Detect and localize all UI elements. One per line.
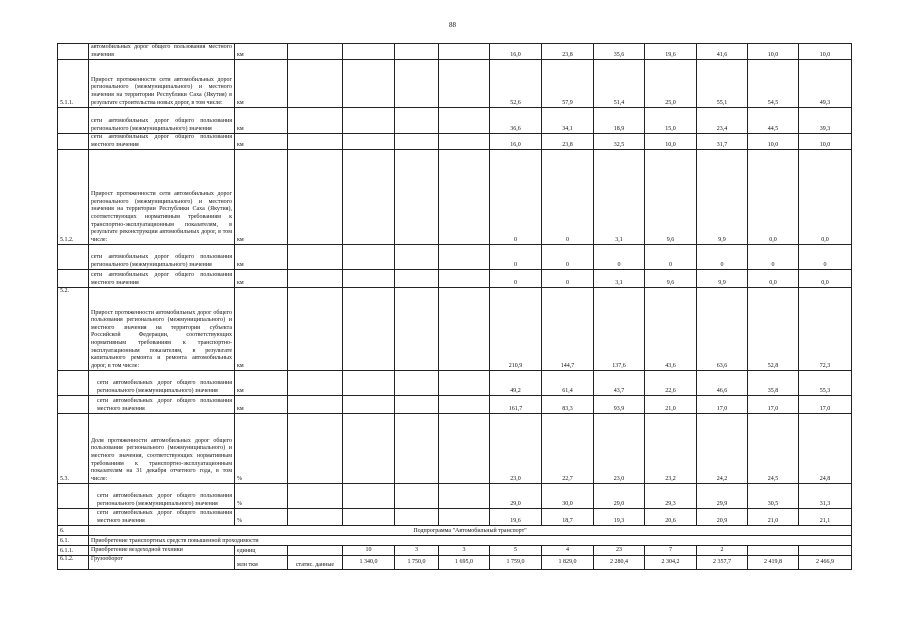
value-cell: 2 357,7 bbox=[697, 556, 748, 570]
value-cell: 9,9 bbox=[697, 150, 748, 245]
value-cell: 23,2 bbox=[645, 414, 697, 484]
row-unit: % bbox=[235, 484, 288, 509]
value-cell: 9,6 bbox=[645, 270, 697, 288]
table-row bbox=[58, 509, 852, 526]
value-cell bbox=[439, 396, 490, 414]
row-index bbox=[58, 134, 89, 150]
value-cell: 9,9 bbox=[697, 270, 748, 288]
value-cell: 0 bbox=[594, 245, 645, 270]
value-cell bbox=[343, 509, 395, 526]
value-cell bbox=[395, 134, 439, 150]
value-cell: 0 bbox=[799, 245, 852, 270]
value-cell: 144,7 bbox=[542, 288, 594, 371]
value-cell bbox=[288, 150, 343, 245]
row-description: сети автомобильных дорог общего пользования местного значения bbox=[89, 134, 235, 150]
row-index: 5.3. bbox=[58, 414, 89, 484]
value-cell bbox=[439, 150, 490, 245]
value-cell bbox=[395, 245, 439, 270]
value-cell: 0,0 bbox=[748, 270, 799, 288]
value-cell: 23,8 bbox=[542, 44, 594, 60]
value-cell: 55,3 bbox=[799, 371, 852, 396]
value-cell: 93,9 bbox=[594, 396, 645, 414]
value-cell: 210,9 bbox=[490, 288, 542, 371]
row-unit: % bbox=[235, 414, 288, 484]
value-cell: 2 280,4 bbox=[594, 556, 645, 570]
value-cell: 31,7 bbox=[697, 134, 748, 150]
value-cell: 0 bbox=[748, 245, 799, 270]
row-index: 5.1.2. bbox=[58, 150, 89, 245]
table-row bbox=[58, 556, 852, 570]
value-cell: 23,0 bbox=[594, 414, 645, 484]
row-index bbox=[58, 245, 89, 270]
value-cell: 24,8 bbox=[799, 414, 852, 484]
value-cell bbox=[343, 245, 395, 270]
row-unit: единиц bbox=[235, 546, 288, 556]
table-row bbox=[58, 44, 852, 60]
value-cell bbox=[343, 371, 395, 396]
value-cell: 16,0 bbox=[490, 134, 542, 150]
value-cell bbox=[288, 484, 343, 509]
row-description: сети автомобильных дорог общего пользования местного значения bbox=[89, 270, 235, 288]
value-cell: 21,0 bbox=[645, 396, 697, 414]
value-cell: 3 bbox=[439, 546, 490, 556]
value-cell: 72,3 bbox=[799, 288, 852, 371]
table-row bbox=[58, 150, 852, 245]
table-row bbox=[58, 270, 852, 288]
row-description: Прирост протяженности сети автомобильных дорог регионального (межмуниципального) и местного значения на территории Республики Саха (Якутия), соответствующих нормативным требованиям к транспортно-эксплуатационным показателям, в результате реконструкции автомобильных дорог, в том числе: bbox=[89, 150, 235, 245]
value-cell: 0 bbox=[490, 270, 542, 288]
value-cell: 10,0 bbox=[799, 44, 852, 60]
value-cell: 83,3 bbox=[542, 396, 594, 414]
value-cell bbox=[439, 108, 490, 134]
value-cell: 3 bbox=[395, 546, 439, 556]
value-cell: 29,9 bbox=[697, 484, 748, 509]
value-cell: 1 340,0 bbox=[343, 556, 395, 570]
row-description: сети автомобильных дорог общего пользования местного значения bbox=[89, 509, 235, 526]
section-row bbox=[58, 536, 852, 546]
row-description: сети автомобильных дорог общего пользования регионального (межмуниципального) значения bbox=[89, 484, 235, 509]
value-cell: 0 bbox=[542, 245, 594, 270]
value-cell: 21,0 bbox=[748, 509, 799, 526]
value-cell bbox=[288, 509, 343, 526]
value-cell bbox=[439, 484, 490, 509]
value-cell: 34,1 bbox=[542, 108, 594, 134]
value-cell bbox=[288, 108, 343, 134]
row-unit: км bbox=[235, 371, 288, 396]
value-cell bbox=[395, 288, 439, 371]
value-cell: 19,3 bbox=[594, 509, 645, 526]
value-cell bbox=[343, 270, 395, 288]
value-cell bbox=[288, 546, 343, 556]
value-cell bbox=[439, 509, 490, 526]
value-cell bbox=[395, 509, 439, 526]
value-cell: 36,6 bbox=[490, 108, 542, 134]
value-cell: 24,2 bbox=[697, 414, 748, 484]
row-unit: км bbox=[235, 288, 288, 371]
row-description: Прирост протяженности автомобильных дорог общего пользования регионального (межмуниципального) и местного значения на территории субъекта Российской Федерации, соответствующих нормативным требованиям к транспортно-эксплуатационным показателям, в результате капитального ремонта и ремонта автомобильных дорог, в том числе: bbox=[89, 288, 235, 371]
value-cell bbox=[439, 44, 490, 60]
table-row bbox=[58, 396, 852, 414]
value-cell: 10,0 bbox=[748, 134, 799, 150]
value-cell: 24,5 bbox=[748, 414, 799, 484]
value-cell bbox=[343, 396, 395, 414]
value-cell bbox=[343, 150, 395, 245]
row-unit: км bbox=[235, 60, 288, 108]
value-cell bbox=[799, 546, 852, 556]
value-cell: 161,7 bbox=[490, 396, 542, 414]
value-cell: 0 bbox=[490, 150, 542, 245]
row-description: сети автомобильных дорог общего пользования местного значения bbox=[89, 396, 235, 414]
value-cell: 52,6 bbox=[490, 60, 542, 108]
row-index bbox=[58, 44, 89, 60]
value-cell: 0,0 bbox=[748, 150, 799, 245]
value-cell bbox=[288, 44, 343, 60]
row-unit: км bbox=[235, 44, 288, 60]
value-cell bbox=[343, 44, 395, 60]
value-cell: 1 750,0 bbox=[395, 556, 439, 570]
value-cell: 2 304,2 bbox=[645, 556, 697, 570]
value-cell: 31,3 bbox=[799, 484, 852, 509]
value-cell: 49,2 bbox=[490, 371, 542, 396]
value-cell: 20,9 bbox=[697, 509, 748, 526]
value-cell: 17,0 bbox=[697, 396, 748, 414]
value-cell: 61,4 bbox=[542, 371, 594, 396]
value-cell bbox=[439, 270, 490, 288]
value-cell: 10,0 bbox=[799, 134, 852, 150]
value-cell bbox=[748, 546, 799, 556]
value-cell: 0 bbox=[490, 245, 542, 270]
value-cell: 39,3 bbox=[799, 108, 852, 134]
row-index bbox=[58, 108, 89, 134]
row-description: Грузооборот bbox=[89, 556, 235, 570]
value-cell: 30,5 bbox=[748, 484, 799, 509]
row-index bbox=[58, 371, 89, 396]
row-index: 5.2. bbox=[58, 288, 89, 371]
value-cell: 29,0 bbox=[594, 484, 645, 509]
value-cell bbox=[395, 270, 439, 288]
value-cell bbox=[343, 60, 395, 108]
row-index bbox=[58, 484, 89, 509]
value-cell: 22,7 bbox=[542, 414, 594, 484]
value-cell bbox=[439, 134, 490, 150]
value-cell: 32,5 bbox=[594, 134, 645, 150]
value-cell: 0,0 bbox=[799, 150, 852, 245]
table-row bbox=[58, 414, 852, 484]
value-cell: 18,7 bbox=[542, 509, 594, 526]
value-cell bbox=[343, 108, 395, 134]
value-cell: 0 bbox=[697, 245, 748, 270]
value-cell bbox=[288, 60, 343, 108]
value-cell: 17,0 bbox=[748, 396, 799, 414]
value-cell bbox=[439, 288, 490, 371]
value-cell: 29,3 bbox=[645, 484, 697, 509]
value-cell: 22,6 bbox=[645, 371, 697, 396]
value-cell: 1 695,0 bbox=[439, 556, 490, 570]
row-index: 6. bbox=[58, 526, 89, 536]
value-cell: 0,0 bbox=[799, 270, 852, 288]
value-cell: 2 419,8 bbox=[748, 556, 799, 570]
value-cell: 23,8 bbox=[542, 134, 594, 150]
row-index: 5.1.1. bbox=[58, 60, 89, 108]
section-title: Приобретение транспортных средств повышенной проходимости bbox=[89, 536, 852, 546]
row-description: автомобильных дорог общего пользования местного значения bbox=[89, 44, 235, 60]
value-cell: 19,6 bbox=[645, 44, 697, 60]
value-cell bbox=[288, 245, 343, 270]
value-cell: 30,0 bbox=[542, 484, 594, 509]
row-unit: км bbox=[235, 396, 288, 414]
value-cell bbox=[343, 134, 395, 150]
row-description: Доля протяженности автомобильных дорог общего пользования регионального (межмуниципального) и местного значения, соответствующих нормативным требованиям к транспортно-эксплуатационным показателям на 31 декабря отчетного года, в том числе: bbox=[89, 414, 235, 484]
value-cell: 57,9 bbox=[542, 60, 594, 108]
value-cell: 55,1 bbox=[697, 60, 748, 108]
value-cell: 0 bbox=[542, 270, 594, 288]
value-cell: 20,6 bbox=[645, 509, 697, 526]
value-cell: 10,0 bbox=[748, 44, 799, 60]
value-cell bbox=[288, 270, 343, 288]
subprogram-title: Подпрограмма "Автомобильный транспорт" bbox=[89, 526, 852, 536]
value-cell: 0 bbox=[645, 245, 697, 270]
table-row bbox=[58, 371, 852, 396]
row-index: 6.1. bbox=[58, 536, 89, 546]
value-cell: 137,6 bbox=[594, 288, 645, 371]
row-index bbox=[58, 509, 89, 526]
value-cell: 29,0 bbox=[490, 484, 542, 509]
value-cell: 10 bbox=[343, 546, 395, 556]
value-cell: 2 bbox=[697, 546, 748, 556]
row-description: сети автомобильных дорог общего пользования регионального (межмуниципального) значения bbox=[89, 245, 235, 270]
value-cell bbox=[395, 60, 439, 108]
value-cell: статис. данные bbox=[288, 556, 343, 570]
value-cell: 3,1 bbox=[594, 150, 645, 245]
value-cell bbox=[395, 396, 439, 414]
table-row bbox=[58, 546, 852, 556]
value-cell: 1 759,0 bbox=[490, 556, 542, 570]
table-row bbox=[58, 245, 852, 270]
value-cell bbox=[395, 484, 439, 509]
value-cell bbox=[288, 396, 343, 414]
row-description: сети автомобильных дорог общего пользования регионального (межмуниципального) значения bbox=[89, 371, 235, 396]
value-cell: 54,5 bbox=[748, 60, 799, 108]
value-cell: 43,6 bbox=[645, 288, 697, 371]
value-cell: 49,3 bbox=[799, 60, 852, 108]
value-cell: 23 bbox=[594, 546, 645, 556]
value-cell: 17,0 bbox=[799, 396, 852, 414]
row-index bbox=[58, 396, 89, 414]
table-row bbox=[58, 288, 852, 371]
value-cell: 7 bbox=[645, 546, 697, 556]
value-cell bbox=[439, 414, 490, 484]
value-cell: 25,0 bbox=[645, 60, 697, 108]
value-cell bbox=[439, 371, 490, 396]
value-cell: 18,9 bbox=[594, 108, 645, 134]
value-cell: 41,6 bbox=[697, 44, 748, 60]
row-description: сети автомобильных дорог общего пользования регионального (межмуниципального) значения bbox=[89, 108, 235, 134]
value-cell: 1 829,0 bbox=[542, 556, 594, 570]
row-unit: км bbox=[235, 245, 288, 270]
row-description: Прирост протяженности сети автомобильных дорог регионального (межмуниципального) и местного значения на территории Республики Саха (Якутия) в результате строительства новых дорог, в том числе: bbox=[89, 60, 235, 108]
value-cell bbox=[395, 371, 439, 396]
value-cell: 0 bbox=[542, 150, 594, 245]
table-row bbox=[58, 134, 852, 150]
value-cell: 44,5 bbox=[748, 108, 799, 134]
value-cell: 21,1 bbox=[799, 509, 852, 526]
indicators-table bbox=[57, 43, 852, 570]
value-cell bbox=[395, 108, 439, 134]
value-cell bbox=[288, 414, 343, 484]
subprogram-row bbox=[58, 526, 852, 536]
value-cell: 35,8 bbox=[748, 371, 799, 396]
value-cell: 15,0 bbox=[645, 108, 697, 134]
value-cell bbox=[288, 134, 343, 150]
page-number: 88 bbox=[449, 21, 456, 29]
value-cell: 3,1 bbox=[594, 270, 645, 288]
value-cell: 52,8 bbox=[748, 288, 799, 371]
row-index bbox=[58, 270, 89, 288]
value-cell: 63,6 bbox=[697, 288, 748, 371]
value-cell bbox=[343, 484, 395, 509]
value-cell: 2 466,9 bbox=[799, 556, 852, 570]
value-cell: 43,7 bbox=[594, 371, 645, 396]
value-cell: 23,0 bbox=[490, 414, 542, 484]
row-index: 6.1.2. bbox=[58, 556, 89, 570]
row-index: 6.1.1. bbox=[58, 546, 89, 556]
row-unit: км bbox=[235, 270, 288, 288]
value-cell: 10,0 bbox=[645, 134, 697, 150]
value-cell bbox=[288, 288, 343, 371]
value-cell: 19,6 bbox=[490, 509, 542, 526]
value-cell bbox=[439, 245, 490, 270]
table-row bbox=[58, 484, 852, 509]
row-unit: км bbox=[235, 108, 288, 134]
row-unit: % bbox=[235, 509, 288, 526]
value-cell: 46,6 bbox=[697, 371, 748, 396]
value-cell: 9,6 bbox=[645, 150, 697, 245]
value-cell: 23,4 bbox=[697, 108, 748, 134]
value-cell: 16,0 bbox=[490, 44, 542, 60]
table-row bbox=[58, 60, 852, 108]
value-cell bbox=[395, 44, 439, 60]
value-cell: 4 bbox=[542, 546, 594, 556]
row-unit: млн ткм bbox=[235, 556, 288, 570]
row-unit: км bbox=[235, 134, 288, 150]
value-cell: 51,4 bbox=[594, 60, 645, 108]
row-unit: км bbox=[235, 150, 288, 245]
value-cell bbox=[395, 150, 439, 245]
value-cell bbox=[343, 288, 395, 371]
value-cell bbox=[395, 414, 439, 484]
row-description: Приобретение вездеходной техники bbox=[89, 546, 235, 556]
value-cell bbox=[288, 371, 343, 396]
value-cell bbox=[439, 60, 490, 108]
value-cell bbox=[343, 414, 395, 484]
value-cell: 35,6 bbox=[594, 44, 645, 60]
table-row bbox=[58, 108, 852, 134]
value-cell: 5 bbox=[490, 546, 542, 556]
